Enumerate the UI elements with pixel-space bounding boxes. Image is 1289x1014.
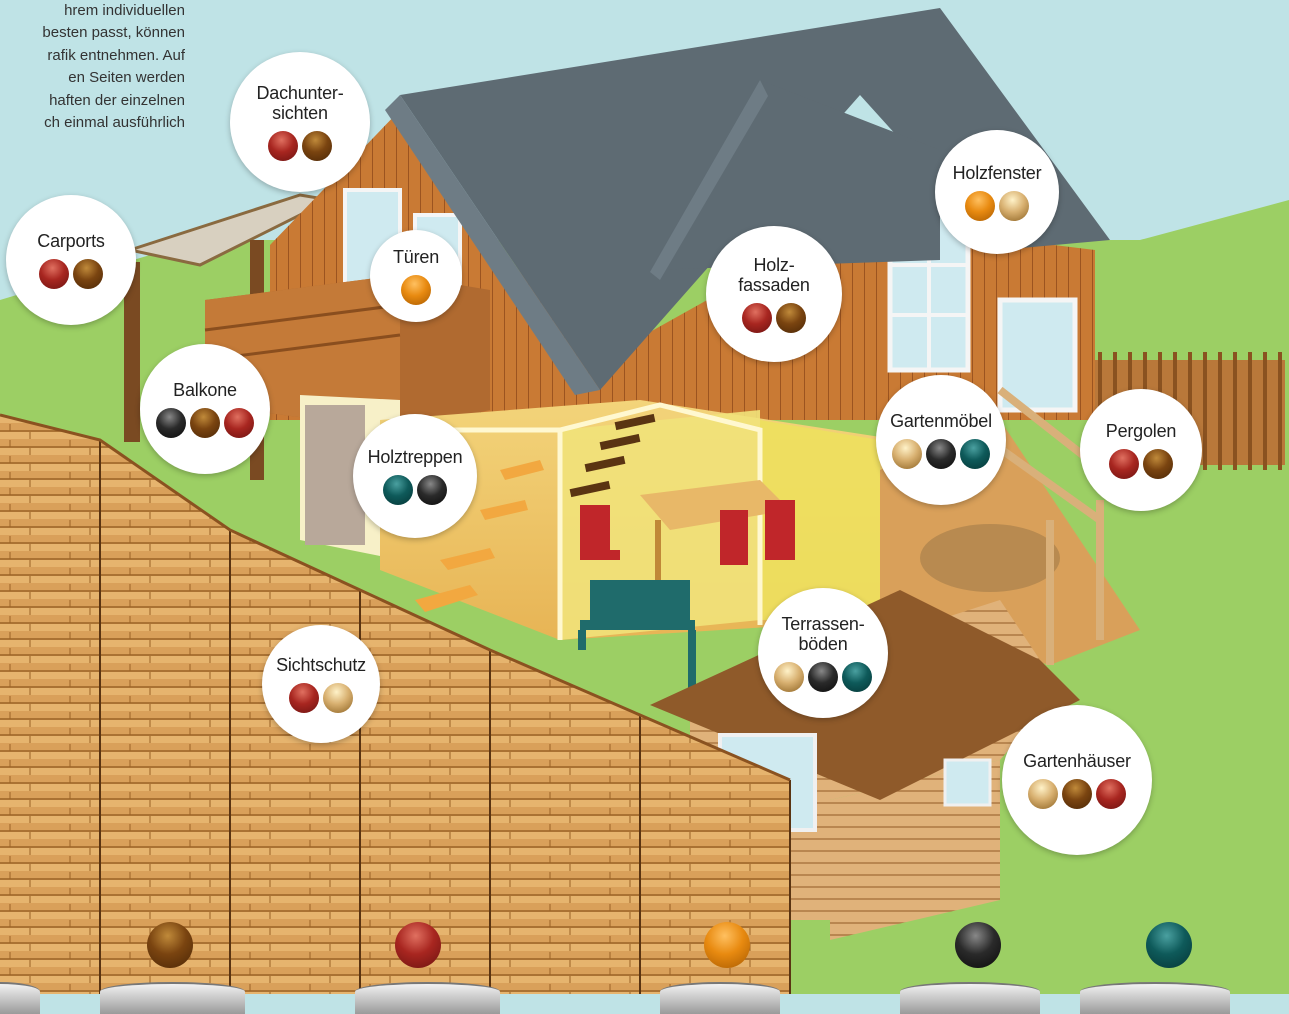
red-swatch-icon — [289, 683, 319, 713]
black-swatch-icon — [808, 662, 838, 692]
natural-swatch-icon — [892, 439, 922, 469]
color-dots — [965, 191, 1029, 221]
bubble-label: Terrassen- böden — [781, 614, 865, 654]
red-swatch-icon — [1109, 449, 1139, 479]
teal-swatch-icon — [960, 439, 990, 469]
red-legend-swatch-icon — [395, 922, 441, 968]
bubble-holzfassaden — [706, 226, 842, 362]
brown-swatch-icon — [190, 408, 220, 438]
brown-swatch-icon — [776, 303, 806, 333]
intro-line: en Seiten werden — [68, 69, 185, 87]
brown-legend-swatch-icon — [147, 922, 193, 968]
natural-swatch-icon — [323, 683, 353, 713]
bubble-carports — [6, 195, 136, 325]
bubble-sichtschutz — [262, 625, 380, 743]
natural-swatch-icon — [774, 662, 804, 692]
bubble-label: Sichtschutz — [276, 655, 366, 675]
bubble-holztreppen — [353, 414, 477, 538]
color-dots — [892, 439, 990, 469]
bubble-balkone — [140, 344, 270, 474]
intro-line: ch einmal ausführlich — [44, 114, 185, 132]
orange-swatch-icon — [965, 191, 995, 221]
color-dots — [742, 303, 806, 333]
brown-swatch-icon — [73, 259, 103, 289]
teal-swatch-icon — [383, 475, 413, 505]
bubble-label: Carports — [37, 231, 105, 251]
intro-line: hrem individuellen — [64, 2, 185, 19]
color-dots — [39, 259, 103, 289]
bubble-turen — [370, 230, 462, 322]
paint-can-icon — [355, 982, 500, 1014]
teal-legend-swatch-icon — [1146, 922, 1192, 968]
natural-swatch-icon — [1028, 779, 1058, 809]
orange-swatch-icon — [401, 275, 431, 305]
paint-can-icon — [660, 982, 780, 1014]
brown-swatch-icon — [1143, 449, 1173, 479]
black-swatch-icon — [926, 439, 956, 469]
bubble-dachuntersichten — [230, 52, 370, 192]
intro-text — [0, 0, 185, 160]
black-swatch-icon — [417, 475, 447, 505]
color-dots — [1028, 779, 1126, 809]
bubble-label: Holztreppen — [367, 447, 463, 467]
brown-swatch-icon — [1062, 779, 1092, 809]
bubble-label: Balkone — [173, 380, 237, 400]
color-dots — [401, 275, 431, 305]
teal-swatch-icon — [842, 662, 872, 692]
bubble-label: Holz- fassaden — [738, 255, 810, 295]
color-dots — [774, 662, 872, 692]
bubble-label: Gartenhäuser — [1023, 751, 1131, 771]
color-dots — [1109, 449, 1173, 479]
intro-line: haften der einzelnen — [49, 91, 185, 109]
intro-line: besten passt, können — [42, 24, 185, 42]
bubble-terrassenboden — [758, 588, 888, 718]
paint-can-icon — [900, 982, 1040, 1014]
color-dots — [156, 408, 254, 438]
brown-swatch-icon — [302, 131, 332, 161]
natural-swatch-icon — [999, 191, 1029, 221]
black-swatch-icon — [156, 408, 186, 438]
paint-can-icon — [100, 982, 245, 1014]
color-dots — [383, 475, 447, 505]
red-swatch-icon — [1096, 779, 1126, 809]
bubble-holzfenster — [935, 130, 1059, 254]
orange-legend-swatch-icon — [704, 922, 750, 968]
red-swatch-icon — [224, 408, 254, 438]
black-legend-swatch-icon — [955, 922, 1001, 968]
bubble-label: Holzfenster — [952, 163, 1042, 183]
paint-can-icon — [1080, 982, 1230, 1014]
bubble-label: Pergolen — [1105, 421, 1177, 441]
red-swatch-icon — [39, 259, 69, 289]
bubble-pergolen — [1080, 389, 1202, 511]
paint-can-icon — [0, 982, 40, 1014]
color-dots — [268, 131, 332, 161]
bubble-gartenmobel — [876, 375, 1006, 505]
intro-line: rafik entnehmen. Auf — [47, 46, 185, 64]
bubble-label: Dachunter- sichten — [256, 83, 344, 123]
bubble-label: Gartenmöbel — [890, 411, 992, 431]
red-swatch-icon — [742, 303, 772, 333]
bubble-label: Türen — [392, 247, 440, 267]
color-dots — [289, 683, 353, 713]
red-swatch-icon — [268, 131, 298, 161]
bubble-gartenhauser — [1002, 705, 1152, 855]
